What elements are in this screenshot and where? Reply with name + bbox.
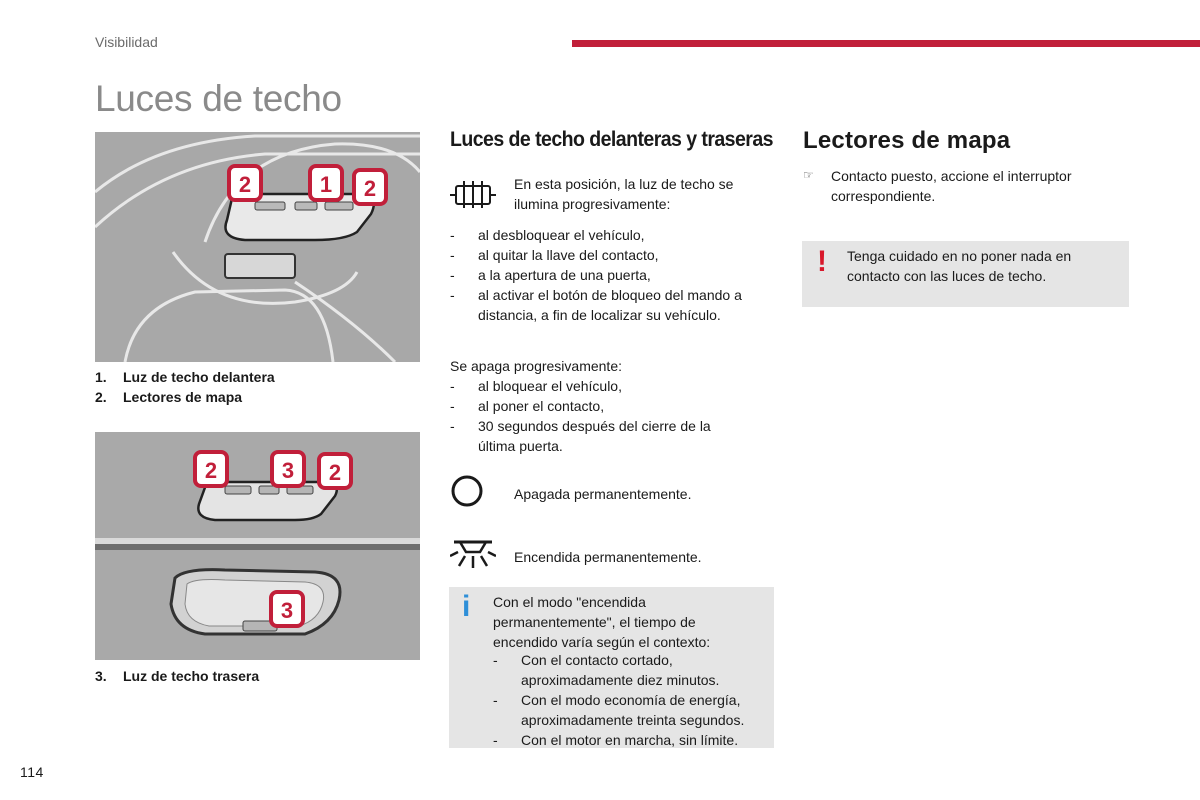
info-intro: Con el modo "encendida permanentemente", el tiempo de encendido varía según el contexto:: [493, 594, 711, 650]
rear-roof-light-illustration: [95, 432, 420, 660]
circle-off-icon: [450, 474, 514, 513]
list-item: - Con el motor en marcha, sin límite.: [493, 732, 739, 748]
off-mode-label: Apagada permanentemente.: [514, 485, 692, 502]
warning-box: [802, 241, 1129, 307]
callout-2-right: [354, 170, 386, 204]
door-position-text: En esta posición, la luz de techo se ilumina progresivamente:: [514, 176, 734, 212]
caption-item: 1. Luz de techo delantera: [95, 369, 275, 385]
pointing-hand-icon: ☞: [803, 168, 814, 182]
list-item: - al desbloquear el vehículo,: [450, 227, 645, 243]
page-title: Luces de techo: [95, 78, 342, 119]
door-position-row: [450, 174, 770, 215]
caption-item: 3. Luz de techo trasera: [95, 668, 260, 684]
on-mode-row: [450, 538, 702, 575]
callout-3-bottom: [271, 592, 303, 626]
figure1-captions: [95, 367, 275, 407]
off-intro: Se apaga progresivamente:: [450, 358, 622, 374]
list-item: - Con el modo economía de energía, aproximadamente treinta segundos.: [493, 692, 745, 728]
off-mode-row: [450, 474, 691, 513]
map-reader-instruction: ☞ Contacto puesto, accione el interruptor correspondiente.: [803, 168, 1072, 204]
info-icon: i: [462, 590, 471, 623]
svg-text:2: 2: [238, 172, 252, 197]
figure2-captions: [95, 666, 259, 686]
callout-3-top: [272, 452, 304, 486]
callout-2-left: [195, 452, 227, 486]
warning-text: Tenga cuidado en no poner nada en contacto con las luces de techo.: [847, 248, 1072, 284]
on-conditions-list: [450, 225, 772, 325]
svg-text:2: 2: [204, 458, 218, 483]
list-item: - a la apertura de una puerta,: [450, 267, 651, 283]
list-item: - Con el contacto cortado, aproximadamente diez minutos.: [493, 652, 720, 688]
callout-1: [310, 166, 342, 200]
callout-2-right: [319, 454, 351, 488]
on-mode-label: Encendida permanentemente.: [514, 548, 702, 565]
front-roof-light-illustration: [95, 132, 420, 362]
list-item: - al bloquear el vehículo,: [450, 378, 622, 394]
svg-text:3: 3: [280, 598, 294, 623]
door-position-icon: [450, 174, 514, 215]
caption-item: 2. Lectores de mapa: [95, 389, 243, 405]
info-list: [493, 650, 773, 750]
header-accent-bar: [572, 40, 1200, 47]
off-conditions-list: [450, 376, 750, 456]
warning-icon: !: [817, 245, 827, 278]
callout-2-left: [229, 166, 261, 200]
section-heading-front-rear: Luces de techo delanteras y traseras: [450, 128, 773, 151]
svg-text:2: 2: [328, 460, 342, 485]
svg-text:2: 2: [363, 176, 377, 201]
list-item: - al activar el botón de bloqueo del mando a distancia, a fin de localizar su vehículo.: [450, 287, 742, 323]
list-item: - al poner el contacto,: [450, 398, 605, 414]
list-item: - al quitar la llave del contacto,: [450, 247, 659, 263]
info-box: [449, 587, 774, 748]
svg-text:3: 3: [281, 458, 295, 483]
section-name: Visibilidad: [95, 34, 158, 50]
section-heading-map-readers: Lectores de mapa: [803, 127, 1011, 154]
list-item: - 30 segundos después del cierre de la última puerta.: [450, 418, 711, 454]
lamp-on-icon: [450, 538, 514, 575]
page-number: 114: [20, 764, 44, 780]
svg-text:1: 1: [319, 172, 333, 197]
